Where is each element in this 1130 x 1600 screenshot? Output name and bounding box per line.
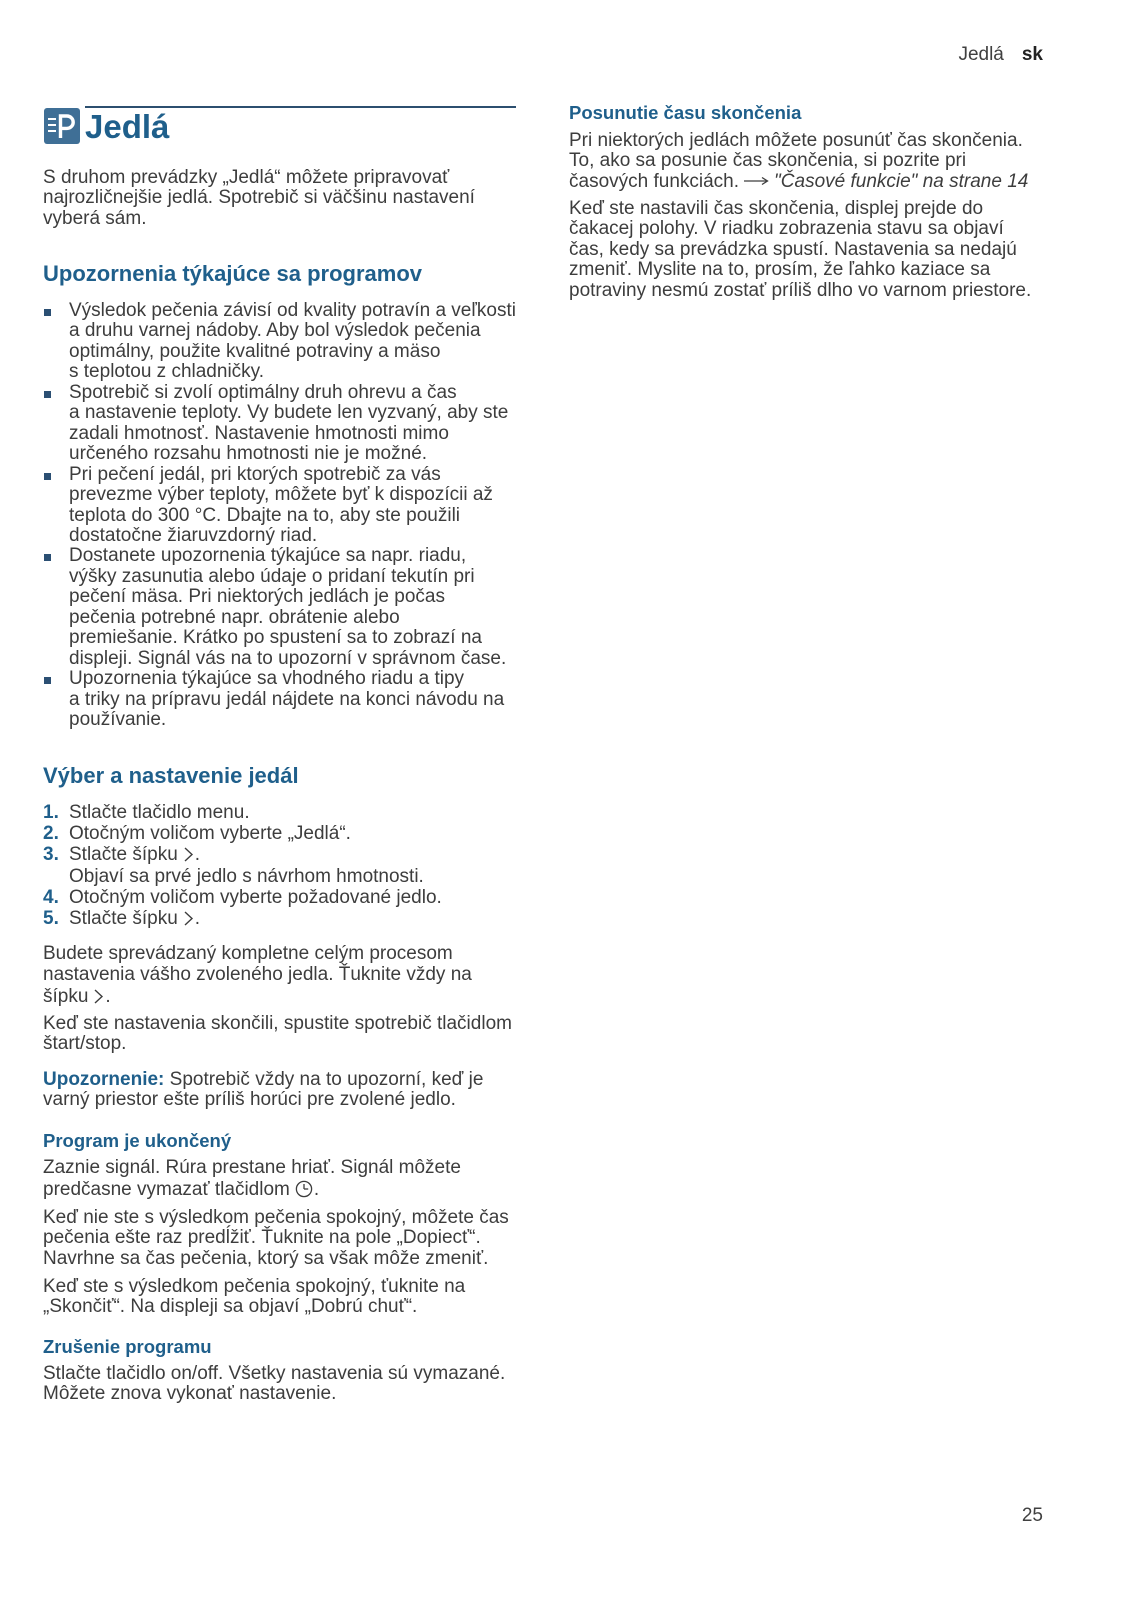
- end-time-paragraph-1: [569, 131, 1109, 192]
- step-number: 4.: [43, 886, 59, 908]
- program-end-paragraph-1: [43, 1157, 563, 1201]
- program-end-text: Zaznie signál. Rúra prestane hriať. Signál môžete predčasne vymazať tlačidlom: [43, 1157, 461, 1200]
- guide-text: Budete sprevádzaný kompletne celým procesom nastavenia vášho zvoleného jedla. Ťuknite vždy na šípku: [43, 943, 472, 1007]
- guide-suffix: .: [105, 985, 111, 1007]
- list-item: [43, 301, 563, 383]
- list-item-text: Spotrebič si zvolí optimálny druh ohrevu a čas a nastavenie teploty. Vy budete len vyzvaný, aby ste zadali hmotnosť. Nastavenie hmotnosti mimo určeného rozsahu hmotnosti nie je možné.: [69, 381, 509, 465]
- header-language: sk: [1021, 44, 1043, 65]
- step-number: 1.: [43, 802, 59, 823]
- page-number: 25: [1021, 1505, 1043, 1526]
- program-p-icon: [44, 108, 80, 144]
- step-text: Otočným voličom vyberte „Jedlá“.: [69, 823, 351, 845]
- step-text: Stlačte šípku: [69, 844, 178, 866]
- list-item: [43, 669, 563, 730]
- step-1: [43, 802, 563, 823]
- selection-steps: [43, 802, 563, 929]
- program-end-paragraph-3: Keď ste s výsledkom pečenia spokojný, ťuknite na „Skončiť“. Na displeji sa objaví „Dobrú chuť“.: [43, 1276, 466, 1318]
- clock-icon: [295, 1180, 313, 1198]
- bullet-square-icon: [44, 554, 51, 561]
- notice-paragraph: [43, 1070, 563, 1111]
- start-paragraph: Keď ste nastavenia skončili, spustite spotrebič tlačidlom štart/stop.: [43, 1013, 512, 1055]
- notice-label: Upozornenie:: [43, 1069, 165, 1090]
- header-section: Jedlá: [958, 44, 1004, 65]
- program-notes-list: [43, 301, 563, 731]
- program-end-paragraph-2: Keď nie ste s výsledkom pečenia spokojný, môžete čas pečenia ešte raz predĺžiť. Ťuknite na pole „Dopiecť“. Navrhne sa čas pečenia, ktorý sa však môže zmeniť.: [43, 1207, 509, 1269]
- cancel-heading: Zrušenie programu: [43, 1336, 212, 1357]
- list-item-text: Dostanete upozornenia týkajúce sa napr. riadu, výšky zasunutia alebo údaje o pridaní tekutín pri pečení mäsa. Pri niektorých jedlách je počas pečenia potrebné napr. obrátenie alebo premiešanie. Krátko po spustení sa to zobrazí na displeji. Signál vás na to upozorní v správnom čase.: [69, 545, 507, 669]
- program-end-heading: Program je ukončený: [43, 1130, 232, 1151]
- cross-reference-link[interactable]: "Časové funkcie" na strane 14: [774, 170, 1029, 192]
- bullet-square-icon: [44, 473, 51, 480]
- step-text: Otočným voličom vyberte požadované jedlo.: [69, 886, 442, 908]
- step-5: [43, 908, 563, 929]
- selection-heading: Výber a nastavenie jedál: [43, 763, 299, 788]
- chevron-right-icon: [183, 847, 194, 862]
- list-item: [43, 465, 563, 547]
- end-time-text: Pri niektorých jedlách môžete posunúť čas skončenia. To, ako sa posunie čas skončenia, si pozrite pri časových funkciách.: [569, 130, 1023, 192]
- end-time-paragraph-2: Keď ste nastavili čas skončenia, displej prejde do čakacej polohy. V riadku zobrazenia stavu sa objaví čas, kedy sa prevádzka spustí. Nastavenia sa nedajú zmeniť. Myslite na to, prosím, že ľahko kaziace sa potraviny nesmú zostať príliš dlho vo varnom priestore.: [569, 198, 1032, 301]
- end-time-heading: Posunutie času skončenia: [569, 102, 802, 123]
- bullet-square-icon: [44, 309, 51, 316]
- cancel-paragraph: Stlačte tlačidlo on/off. Všetky nastavenia sú vymazané. Môžete znova vykonať nastavenie.: [43, 1363, 506, 1405]
- step-2: [43, 823, 563, 844]
- chevron-right-icon: [93, 989, 104, 1004]
- running-header: [958, 44, 1043, 66]
- chevron-right-icon: [183, 911, 194, 926]
- step-number: 5.: [43, 908, 59, 930]
- list-item: [43, 546, 563, 669]
- step-suffix: .: [194, 844, 201, 866]
- list-item-text: Upozornenia týkajúce sa vhodného riadu a tipy a triky na prípravu jedál nájdete na konci návodu na používanie.: [69, 668, 505, 731]
- step-number: 2.: [43, 823, 59, 845]
- step-4: [43, 887, 563, 908]
- step-number: 3.: [43, 844, 59, 866]
- program-notes-heading: Upozornenia týkajúce sa programov: [43, 261, 422, 286]
- list-item-text: Výsledok pečenia závisí od kvality potravín a veľkosti a druhu varnej nádoby. Aby bol výsledok pečenia optimálny, použite kvalitné potraviny a mäso s teplotou z chladničky.: [69, 300, 516, 383]
- step-note: Objaví sa prvé jedlo s návrhom hmotnosti.: [69, 865, 424, 887]
- program-end-suffix: .: [313, 1178, 320, 1200]
- page-title: Jedlá: [85, 108, 170, 145]
- list-item-text: Pri pečení jedál, pri ktorých spotrebič za vás prevezme výber teploty, môžete byť k dispozícii až teplota do 300 °C. Dbajte na to, aby ste použili dostatočne žiaruvzdorný riad.: [69, 463, 493, 546]
- notice-text: Spotrebič vždy na to upozorní, keď je varný priestor ešte príliš horúci pre zvolené jedlo.: [43, 1069, 484, 1111]
- step-3: [43, 844, 563, 886]
- arrow-right-icon: [743, 176, 769, 186]
- bullet-square-icon: [44, 391, 51, 398]
- guide-paragraph: [43, 943, 563, 1007]
- list-item: [43, 383, 563, 465]
- intro-paragraph: S druhom prevádzky „Jedlá“ môžete pripravovať najrozličnejšie jedlá. Spotrebič si väčšinu nastavení vyberá sám.: [43, 167, 475, 229]
- step-suffix: .: [194, 908, 201, 930]
- bullet-square-icon: [44, 677, 51, 684]
- step-text: Stlačte tlačidlo menu.: [69, 802, 250, 823]
- step-text: Stlačte šípku: [69, 908, 178, 930]
